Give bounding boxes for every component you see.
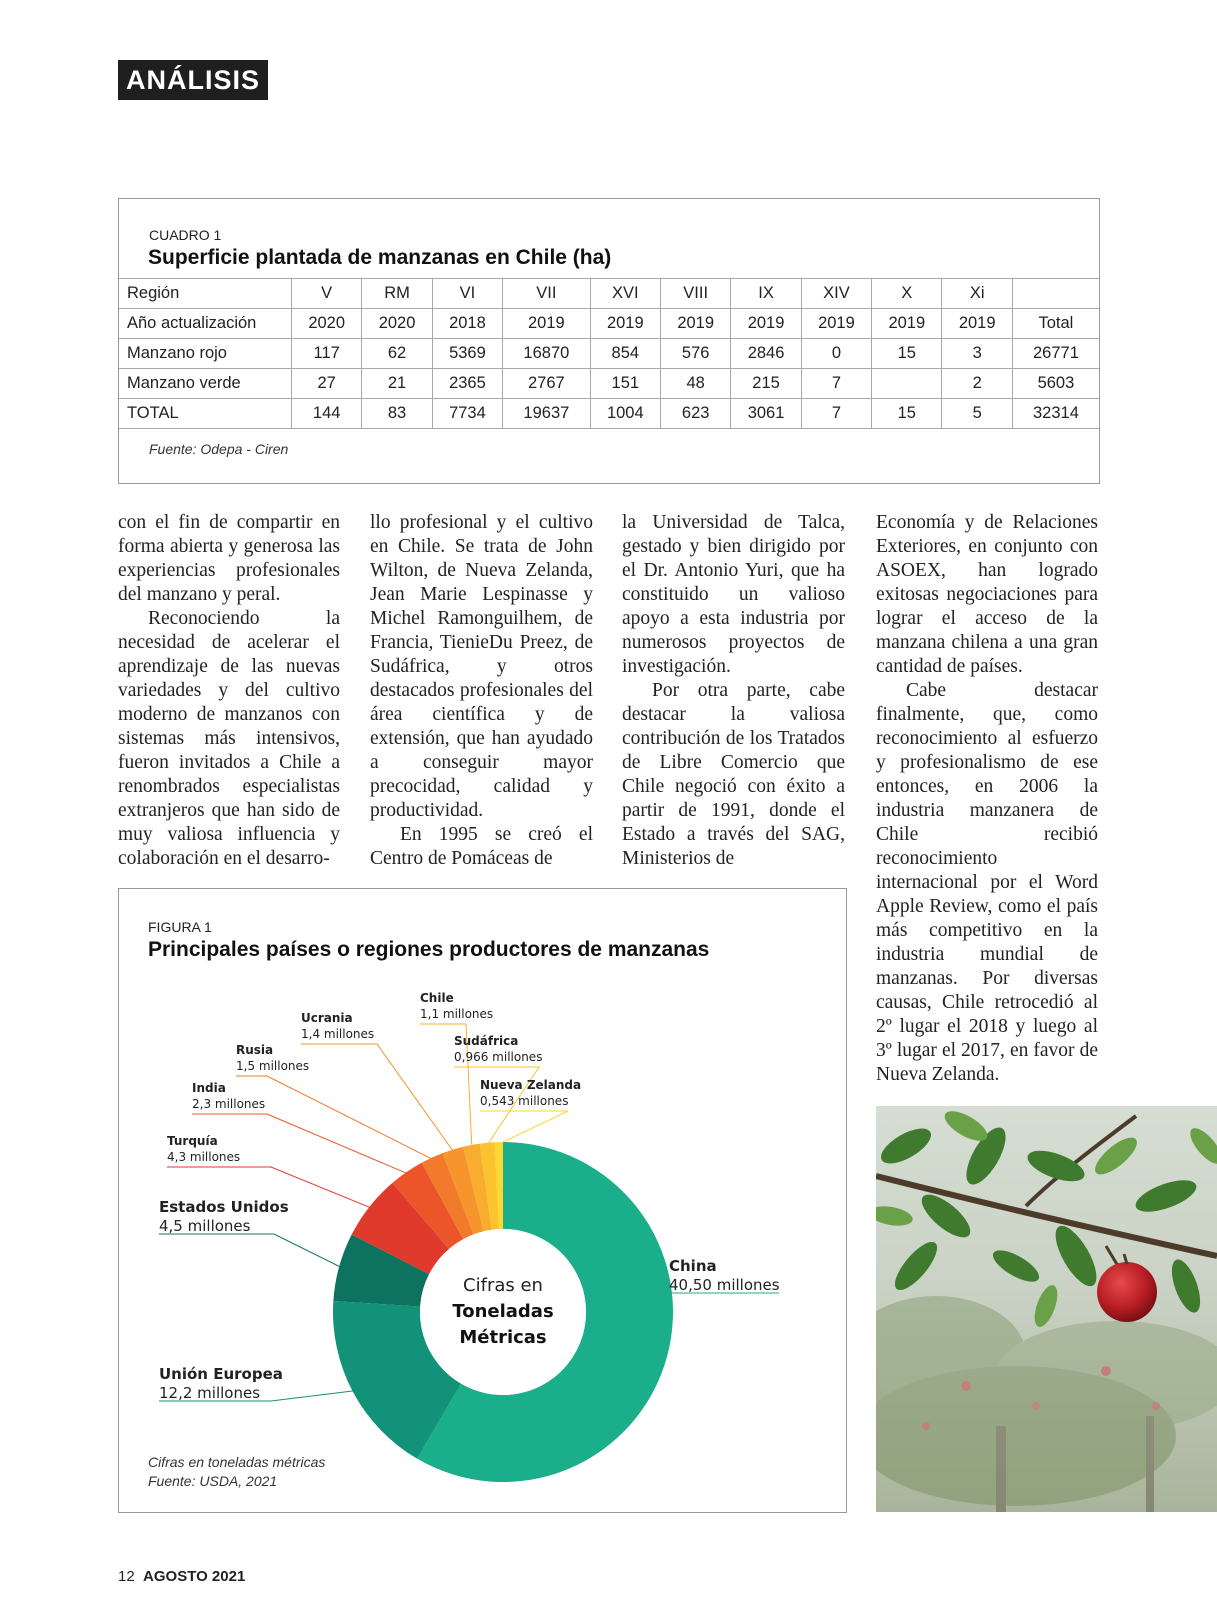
figure-source: Fuente: USDA, 2021 [148, 1473, 278, 1489]
paragraph: Cabe destacar finalmente, que, como reconocimiento al esfuerzo y profesionalismo de ese entonces, en 2006 la industria manzanera de Chile recibió reconocimiento internacional por el Word Apple Review, como el país más competitivo en la industria mundial de manzanas. Por diversas causas, Chile retrocedió al 2º lugar el 2018 y luego al 3º lugar el 2017, en favor de Nueva Zelanda. [876, 680, 1098, 1085]
surface-table [119, 278, 1099, 429]
table-cell: 2 [942, 369, 1012, 399]
table-cell: 2019 [731, 309, 801, 339]
leader-line [480, 1111, 568, 1144]
article-col-4 [876, 511, 1098, 1087]
leader-line [663, 1293, 779, 1356]
table-cell [1012, 279, 1099, 309]
table-cell: VII [503, 279, 590, 309]
table-cell: Total [1012, 309, 1099, 339]
table-cell: 27 [292, 369, 362, 399]
table-cell: 1004 [590, 399, 660, 429]
table-cell: XVI [590, 279, 660, 309]
table-cell: 2365 [432, 369, 502, 399]
table-cell: 7 [801, 369, 871, 399]
row-label-cell: Región [119, 279, 292, 309]
slice-name-label: Ucrania [301, 1011, 353, 1025]
donut-chart [119, 889, 846, 1512]
table-cell: 7734 [432, 399, 502, 429]
table-cell: 32314 [1012, 399, 1099, 429]
table-cell: RM [362, 279, 432, 309]
table-cell: 2019 [801, 309, 871, 339]
table-cell: 5 [942, 399, 1012, 429]
leader-line [159, 1234, 341, 1267]
table-cell: Xi [942, 279, 1012, 309]
table-cell: XIV [801, 279, 871, 309]
table-cell: 21 [362, 369, 432, 399]
table-cell: 19637 [503, 399, 590, 429]
table-cell: IX [731, 279, 801, 309]
row-label-cell: Manzano rojo [119, 339, 292, 369]
table-cell: 83 [362, 399, 432, 429]
table-cell: 144 [292, 399, 362, 429]
table-cell: 3061 [731, 399, 801, 429]
table-cell: 16870 [503, 339, 590, 369]
table-cell: 15 [872, 399, 942, 429]
table-row [119, 279, 1099, 309]
table-cell: 5369 [432, 339, 502, 369]
slice-value-label: 40,50 millones [669, 1276, 780, 1294]
table-cell: 2019 [942, 309, 1012, 339]
article-col-3 [622, 511, 845, 871]
table-cell: 151 [590, 369, 660, 399]
center-line-2: Toneladas [452, 1301, 554, 1322]
table-cell: 2020 [362, 309, 432, 339]
table-cell: 854 [590, 339, 660, 369]
slice-name-label: Unión Europea [159, 1365, 283, 1383]
table-cell: 2020 [292, 309, 362, 339]
table-title: Superficie plantada de manzanas en Chile (ha) [148, 246, 612, 269]
table-cell: 2019 [503, 309, 590, 339]
table-cell: 2846 [731, 339, 801, 369]
slice-name-label: Rusia [236, 1043, 274, 1057]
table-row [119, 339, 1099, 369]
table-cell: 26771 [1012, 339, 1099, 369]
table-cell: 623 [660, 399, 730, 429]
slice-name-label: China [669, 1257, 717, 1275]
table-cell: V [292, 279, 362, 309]
center-line-1: Cifras en [463, 1275, 543, 1296]
slice-name-label: Nueva Zelanda [480, 1078, 582, 1092]
table-cell: 215 [731, 369, 801, 399]
slice-value-label: 4,3 millones [167, 1150, 241, 1164]
slice-value-label: 0,966 millones [454, 1050, 543, 1064]
paragraph: con el fin de compartir en forma abierta y generosa las experiencias profesionales del manzano y peral. [118, 512, 340, 605]
slice-value-label: 1,5 millones [236, 1059, 310, 1073]
apple-tree-photo [876, 1106, 1217, 1512]
slice-name-label: Turquía [167, 1134, 218, 1148]
slice-value-label: 1,1 millones [420, 1007, 494, 1021]
paragraph: En 1995 se creó el Centro de Pomáceas de [370, 824, 593, 869]
slice-value-label: 4,5 millones [159, 1217, 251, 1235]
table-cell: 62 [362, 339, 432, 369]
leader-line [192, 1114, 408, 1174]
table-cell: 15 [872, 339, 942, 369]
table-row [119, 369, 1099, 399]
paragraph: Economía y de Relaciones Exteriores, en conjunto con ASOEX, han logrado exitosas negociaciones para lograr el acceso de la manzana chilena a una gran cantidad de países. [876, 512, 1098, 677]
figure-note: Cifras en toneladas métricas [148, 1454, 326, 1470]
figure-title: Principales países o regiones productores de manzanas [148, 938, 710, 961]
page-number: 12 [118, 1568, 135, 1585]
table-cell: 7 [801, 399, 871, 429]
figure-box [118, 888, 847, 1513]
table-cell: 48 [660, 369, 730, 399]
table-source: Fuente: Odepa - Ciren [149, 441, 289, 457]
article-col-2 [370, 511, 593, 871]
table-cell: 3 [942, 339, 1012, 369]
paragraph: Por otra parte, cabe destacar la valiosa contribución de los Tratados de Libre Comercio que Chile negoció con éxito a partir de 1991, donde el Estado a través del SAG, Ministerios de [622, 680, 845, 869]
slice-value-label: 2,3 millones [192, 1097, 266, 1111]
leader-line [236, 1076, 433, 1159]
slice-value-label: 1,4 millones [301, 1027, 375, 1041]
table-cell: 2019 [872, 309, 942, 339]
slice-name-label: Chile [420, 991, 454, 1005]
table-row [119, 309, 1099, 339]
table-cell: 2018 [432, 309, 502, 339]
leader-line [301, 1044, 453, 1152]
table-cell: X [872, 279, 942, 309]
figure-label: FIGURA 1 [148, 919, 212, 935]
table-cell: 0 [801, 339, 871, 369]
center-line-3: Métricas [459, 1327, 547, 1348]
table-cell [872, 369, 942, 399]
issue-date: AGOSTO 2021 [143, 1568, 246, 1585]
table-cell: 5603 [1012, 369, 1099, 399]
slice-name-label: India [192, 1081, 226, 1095]
table-box [118, 198, 1100, 484]
slice-value-label: 0,543 millones [480, 1094, 569, 1108]
row-label-cell: Año actualización [119, 309, 292, 339]
table-cell: VIII [660, 279, 730, 309]
table-cell: 576 [660, 339, 730, 369]
paragraph: la Universidad de Talca, gestado y bien dirigido por el Dr. Antonio Yuri, que ha constituido un valioso apoyo a esta industria por numerosos proyectos de investigación. [622, 512, 845, 677]
slice-name-label: Sudáfrica [454, 1034, 519, 1048]
row-label-cell: TOTAL [119, 399, 292, 429]
table-label: CUADRO 1 [149, 227, 222, 243]
slice-value-label: 12,2 millones [159, 1384, 261, 1402]
page-footer [118, 1568, 245, 1585]
table-cell: 2019 [660, 309, 730, 339]
table-row [119, 399, 1099, 429]
table-cell: VI [432, 279, 502, 309]
table-cell: 2767 [503, 369, 590, 399]
section-tag: ANÁLISIS [118, 60, 268, 100]
paragraph: Reconociendo la necesidad de acelerar el aprendizaje de las nuevas variedades y del cultivo moderno de manzanos con sistemas más intensivos, fueron invitados a Chile a renombrados especialistas extranjeros que han sido de muy valiosa influencia y colaboración en el desarro- [118, 608, 340, 869]
table-cell: 117 [292, 339, 362, 369]
slice-name-label: Estados Unidos [159, 1198, 289, 1216]
table-cell: 2019 [590, 309, 660, 339]
paragraph: llo profesional y el cultivo en Chile. Se trata de John Wilton, de Nueva Zelanda, Jean Marie Lespinasse y Michel Ramonguilhem, de Francia, TienieDu Preez, de Sudáfrica, y otros destacados profesionales del área científica y de extensión, que han ayudado a conseguir mayor precocidad, calidad y productividad. [370, 512, 593, 821]
row-label-cell: Manzano verde [119, 369, 292, 399]
article-col-1 [118, 511, 340, 871]
